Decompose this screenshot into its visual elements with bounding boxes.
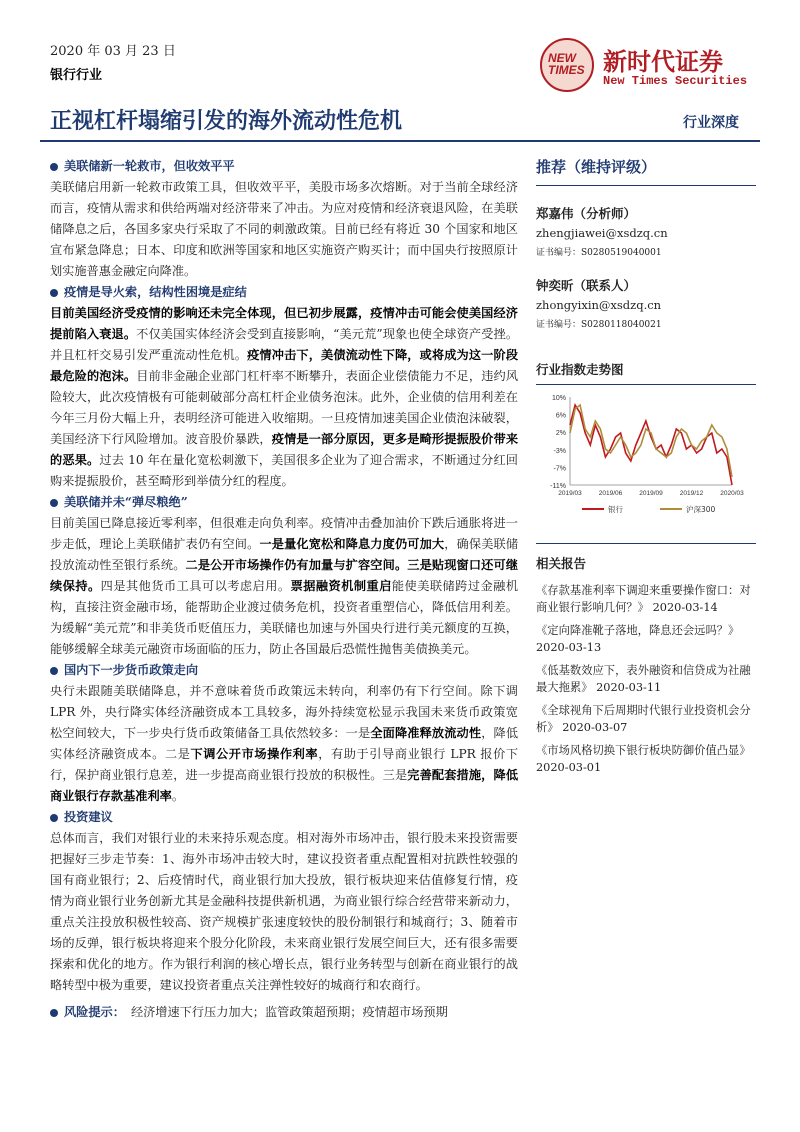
series-line-csi300	[570, 405, 732, 477]
x-tick-label: 2019/09	[639, 490, 663, 497]
analyst-email[interactable]: zhengjiawei@xsdzq.cn	[536, 226, 668, 240]
bullet-icon	[50, 163, 58, 171]
related-reports-list	[536, 582, 756, 776]
x-tick-label: 2019/12	[679, 490, 704, 497]
legend-label: 沪深300	[686, 505, 716, 514]
section-heading: 疫情是导火索，结构性困境是症结	[50, 282, 518, 303]
main-content	[50, 156, 518, 1023]
x-tick-label: 2019/03	[558, 490, 582, 497]
x-tick-label: 2019/06	[598, 490, 623, 497]
paragraph: 目前美国经济受疫情的影响还未完全体现，但已初步展露，疫情冲击可能会使美国经济提前陷入衰退。不仅美国实体经济会受到直接影响，“美元荒”现象也使全球资产受挫。并且杠杆交易引发严重流动性危机。疫情冲击下，美债流动性下降，或将成为这一阶段最危险的泡沫。目前非金融企业部门杠杆率不断攀升，表面企业偿债能力不足，违约风险较大，此次疫情极有可能刺破部分高杠杆企业债务泡沫。此外，企业债的信用利差在今年三月份大幅上升，表明经济可能进入收缩期。一旦疫情加速美国企业债泡沫破裂，美国经济下行风险增加。波音股价暴跌，疫情是一部分原因，更多是畸形提振股价带来的恶果。过去 10 年在量化宽松刺激下，美国很多企业为了迎合需求，不断通过分红回购来提振股价，甚至畸形到举债分红的程度。	[50, 306, 519, 488]
y-tick-label: 6%	[555, 412, 566, 420]
bullet-icon	[50, 667, 58, 675]
paragraph: 目前美国已降息接近零利率，但很难走向负利率。疫情冲击叠加油价下跌后通胀将进一步走低，理论上美联储扩表仍有空间。一是量化宽松和降息力度仍可加大，确保美联储投放流动性至银行系统。二是公开市场操作仍有加量与扩容空间。三是贴现窗口还可继续保持。四是其他货币工具可以考虑启用。票据融资机制重启能使美联储跨过金融机构，直接注资金融市场，能帮助企业渡过债务危机，投资者重塑信心，降低信用利差。为缓解“美元荒”和非美货币贬值压力，美联储也加速与外国央行进行美元额度的互换，能够缓解全球美元融资市场面临的压力，防止各国最后恐慌性抛售美债换美元。	[50, 516, 519, 656]
y-tick-label: 10%	[551, 395, 566, 402]
header-divider	[40, 140, 760, 142]
sidebar	[536, 156, 756, 776]
brand-logo-text: NEW TIMES	[548, 51, 585, 77]
chart-title: 行业指数走势图	[536, 362, 624, 377]
paragraph: 美联储启用新一轮救市政策工具，但收效平平，美股市场多次熔断。对于当前全球经济而言，疫情从需求和供给两端对经济带来了冲击。为应对疫情和经济衰退风险，在美联储降息之后，各国多家央行采取了不同的刺激政策。目前已经有将近 30 个国家和地区宣布紧急降息；日本、印度和欧洲等国家和地区实施资产购买计；而中国央行按照原计划实施普惠金融定向降准。	[50, 180, 518, 278]
related-report-item[interactable]: 《低基数效应下，表外融资和信贷成为社融最大拖累》 2020-03-11	[536, 664, 751, 694]
report-date: 2020 年 03 月 23 日	[50, 44, 176, 59]
y-tick-label: -3%	[553, 447, 566, 455]
risk-warning: 风险提示： 经济增速下行压力加大；监管政策超预期；疫情超市场预期	[50, 1002, 518, 1023]
related-report-item[interactable]: 《市场风格切换下银行板块防御价值凸显》 2020-03-01	[536, 744, 751, 774]
index-trend-chart	[536, 385, 756, 525]
y-tick-label: -11%	[550, 483, 566, 490]
paragraph: 央行未跟随美联储降息，并不意味着货币政策远未转向，利率仍有下行空间。除下调 LPR 外，央行降实体经济融资成本工具较多，海外持续宽松显示我国未来货币政策宽松空间较大，下一步央行货币政策储备工具依然较多：一是全面降准释放流动性，降低实体经济融资成本。二是下调公开市场操作利率，有助于引导商业银行 LPR 报价下行，保护商业银行息差，进一步提高商业银行投放的积极性。三是完善配套措施，降低商业银行存款基准利率。	[50, 684, 519, 803]
analyst-name: 郑嘉伟（分析师）	[536, 206, 637, 221]
section-heading: 投资建议	[50, 807, 518, 828]
series-line-bank	[570, 405, 732, 485]
analyst-email[interactable]: zhongyixin@xsdzq.cn	[536, 298, 662, 312]
report-type: 行业深度	[683, 115, 739, 131]
brand-name-cn: 新时代证券	[603, 48, 723, 76]
related-report-item[interactable]: 《全球视角下后周期时代银行业投资机会分析》 2020-03-07	[536, 704, 751, 734]
x-tick-label: 2020/03	[720, 490, 744, 497]
y-tick-label: -7%	[553, 465, 566, 473]
industry-label: 银行行业	[50, 68, 103, 83]
paragraph: 总体而言，我们对银行业的未来持乐观态度。相对海外市场冲击，银行股未来投资需要把握好三步走节奏：1、海外市场冲击较大时，建议投资者重点配置相对抗跌性较强的国有商业银行；2、后疫情时代，商业银行加大投放，银行板块迎来估值修复行情，疫情为商业银行业务创新尤其是金融科技提供新机遇，为商业银行综合经营带来新动力，重点关注投放积极性较高、资产规模扩张速度较快的股份制银行和城商行；3、随着市场的反弹，银行板块将迎来个股分化阶段，未来商业银行发展空间巨大，还有很多需要探索和优化的地方。作为银行利润的核心增长点，银行业务转型与创新在商业银行的战略转型中极为重要，建议投资者重点关注弹性较好的城商行和农商行。	[50, 831, 518, 992]
related-report-item[interactable]: 《定向降准靴子落地，降息还会远吗？》 2020-03-13	[536, 624, 740, 654]
analyst-cert: 证书编号：S0280118040021	[536, 320, 662, 330]
y-tick-label: 2%	[555, 430, 566, 438]
legend-label: 银行	[608, 505, 623, 514]
related-reports-title: 相关报告	[536, 543, 756, 576]
bullet-icon	[50, 1009, 58, 1017]
section-heading: 美联储新一轮救市，但收效平平	[50, 156, 518, 177]
page-title: 正视杠杆塌缩引发的海外流动性危机	[50, 109, 403, 134]
related-report-item[interactable]: 《存款基准利率下调迎来重要操作窗口：对商业银行影响几何？》 2020-03-14	[536, 584, 751, 614]
bullet-icon	[50, 814, 58, 822]
brand-name-en: New Times Securities	[603, 74, 748, 88]
rating: 推荐（维持评级）	[536, 156, 756, 186]
bullet-icon	[50, 289, 58, 297]
bullet-icon	[50, 499, 58, 507]
analyst-name: 钟奕昕（联系人）	[536, 278, 637, 293]
section-heading: 国内下一步货币政策走向	[50, 660, 518, 681]
analyst-cert: 证书编号：S0280519040001	[536, 248, 662, 258]
section-heading: 美联储并未“弹尽粮绝”	[50, 492, 518, 513]
